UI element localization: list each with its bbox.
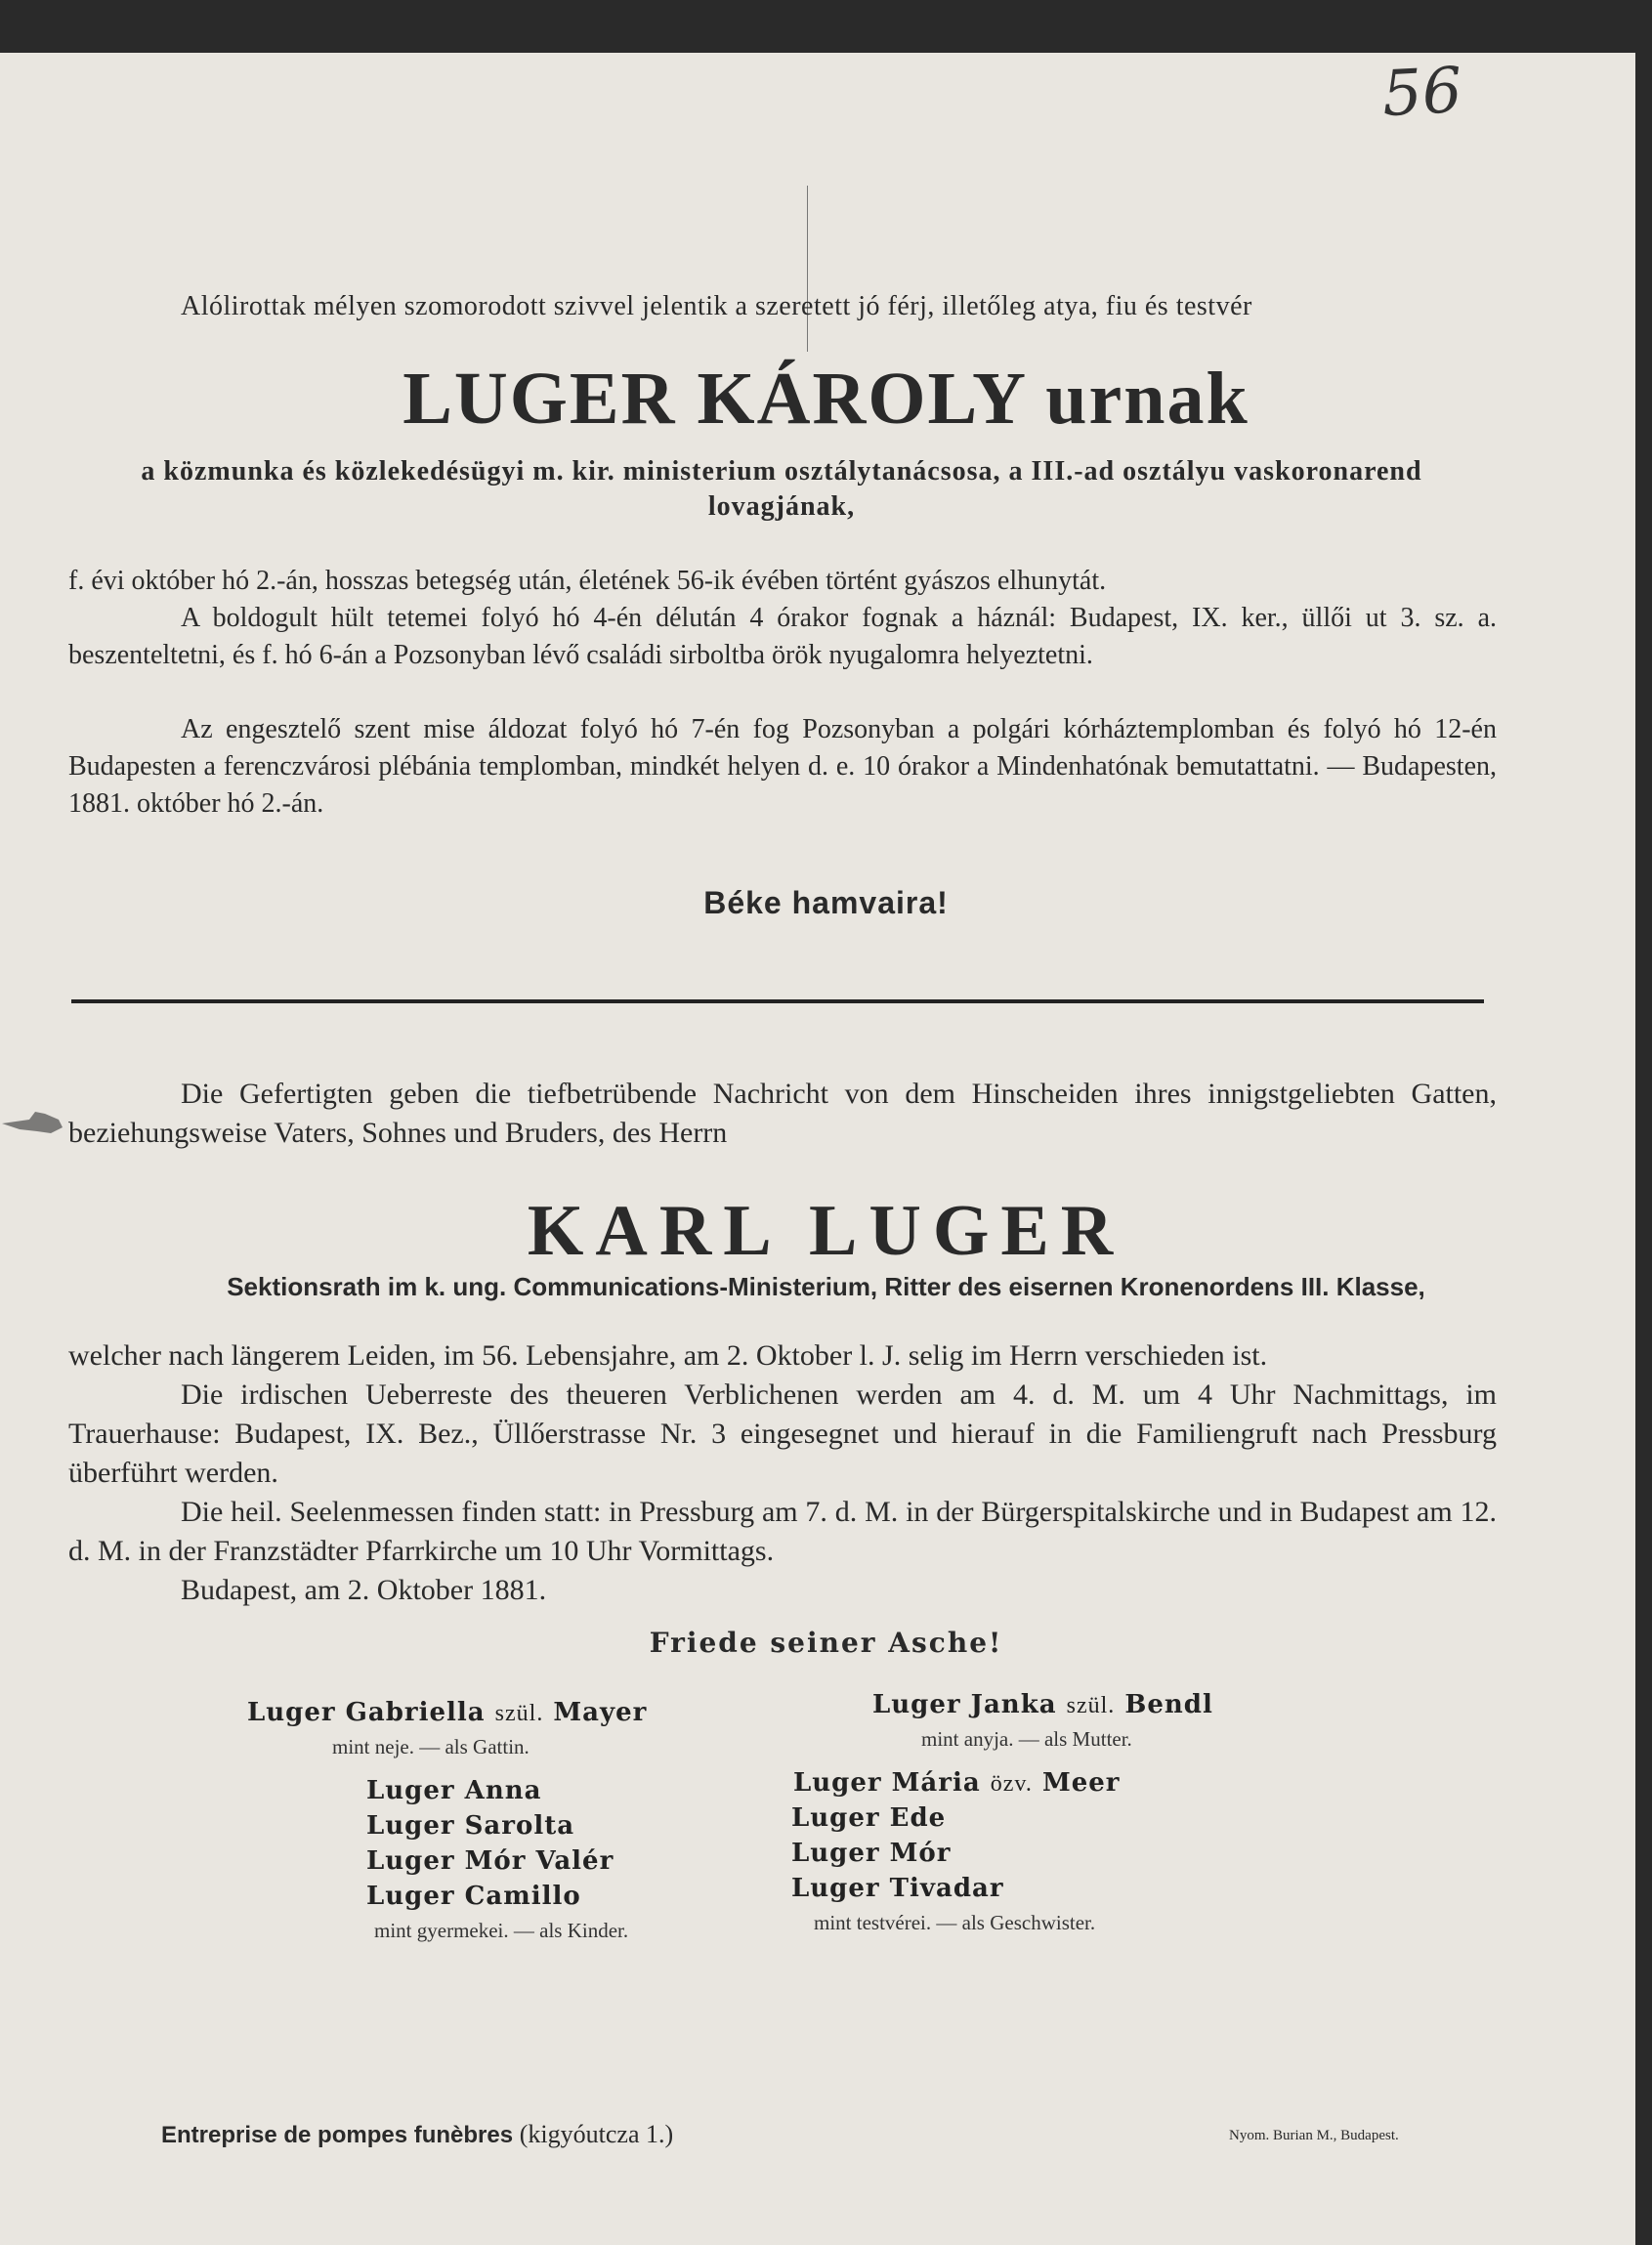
- sibling-3: Luger Mór: [791, 1839, 952, 1868]
- mother-maiden-name: Bendl: [1124, 1690, 1213, 1719]
- footer-address: (kigyóutcza 1.): [519, 2120, 674, 2148]
- german-intro: [68, 1075, 1497, 1153]
- footer-enterprise-text: Entreprise de pompes funèbres: [161, 2122, 514, 2148]
- sibling-1: [793, 1768, 1121, 1798]
- german-p4-text: Budapest, am 2. Oktober 1881.: [181, 1574, 547, 1606]
- mother-role: mint anyja. — als Mutter.: [921, 1727, 1132, 1751]
- hungarian-deceased-name: [0, 357, 1652, 442]
- wife-name: Luger Gabriella: [247, 1698, 486, 1727]
- hungarian-title: a közmunka és közlekedésügyi m. kir. ministerium osztálytanácsosa, a III.-ad osztályu vaskoronarend lovagjának,: [141, 456, 1422, 522]
- sibling-1-married-name: Meer: [1041, 1768, 1121, 1798]
- german-intro-text: Die Gefertigten geben die tiefbetrübende Nachricht von dem Hinscheiden ihres innigstgeliebten Gatten, beziehungsweise Vaters, Sohnes und Bruders, des Herrn: [68, 1078, 1497, 1149]
- hungarian-paragraph-2: [68, 600, 1497, 674]
- siblings-role: mint testvérei. — als Geschwister.: [814, 1911, 1096, 1934]
- hungarian-name-text: LUGER KÁROLY: [402, 358, 1026, 440]
- child-3: Luger Mór Valér: [366, 1846, 614, 1876]
- fold-mark: [807, 186, 808, 352]
- signatory-wife: [247, 1698, 647, 1727]
- wife-maiden-name: Mayer: [553, 1698, 648, 1727]
- hungarian-p1-text: f. évi október hó 2.-án, hosszas betegség után, életének 56-ik évében történt gyászos elhunytát.: [68, 566, 1107, 596]
- child-1: Luger Anna: [366, 1776, 542, 1805]
- german-closing: Friede seiner Asche!: [649, 1627, 1003, 1659]
- sibling-1-name: Luger Mária: [793, 1768, 981, 1798]
- signatory-mother: [872, 1690, 1213, 1719]
- child-4: Luger Camillo: [366, 1882, 581, 1911]
- page-number: 56: [1380, 54, 1464, 132]
- sibling-2: Luger Ede: [791, 1803, 947, 1833]
- child-2: Luger Sarolta: [366, 1811, 575, 1841]
- hungarian-paragraph-1: [68, 563, 1497, 600]
- section-divider: [71, 999, 1484, 1003]
- german-deceased-name: KARL LUGER: [527, 1191, 1125, 1271]
- sibling-4: Luger Tivadar: [791, 1874, 1004, 1903]
- hungarian-p3-text: Az engesztelő szent mise áldozat folyó hó 7-én fog Pozsonyban a polgári kórháztemplomban és folyó hó 12-én Budapesten a ferenczvárosi plébánia templomban, mindkét helyen d. e. 10 órakor a Mindenhatónak bemutattatni. — Budapesten, 1881. október hó 2.-án.: [68, 714, 1497, 819]
- wife-szul: szül.: [494, 1701, 544, 1726]
- pointing-hand-icon: [0, 1102, 66, 1141]
- mother-name: Luger Janka: [872, 1690, 1057, 1719]
- german-p3-text: Die heil. Seelenmessen finden statt: in Pressburg am 7. d. M. in der Bürgerspitalskirche und in Budapest am 12. d. M. in der Franzstädter Pfarrkirche um 10 Uhr Vormittags.: [68, 1496, 1497, 1567]
- sibling-1-ozv: özv.: [990, 1771, 1033, 1797]
- wife-role: mint neje. — als Gattin.: [332, 1735, 529, 1758]
- mother-szul: szül.: [1066, 1693, 1116, 1718]
- footer-printer: Nyom. Burian M., Budapest.: [1229, 2128, 1399, 2143]
- hungarian-paragraph-3: [68, 711, 1497, 823]
- hungarian-closing: Béke hamvaira!: [703, 885, 949, 920]
- german-p1-text: welcher nach längerem Leiden, im 56. Lebensjahre, am 2. Oktober l. J. selig im Herrn verschieden ist.: [68, 1339, 1268, 1372]
- german-title: Sektionsrath im k. ung. Communications-Ministerium, Ritter des eisernen Kronenordens III. Klasse,: [227, 1272, 1425, 1301]
- footer-funeral-enterprise: [161, 2120, 673, 2149]
- hungarian-name-suffix: urnak: [1045, 358, 1250, 440]
- german-paragraph-1: [68, 1336, 1497, 1610]
- children-role: mint gyermekei. — als Kinder.: [374, 1919, 629, 1942]
- hungarian-intro: Alólirottak mélyen szomorodott szivvel jelentik a szeretett jó férj, illetőleg atya, fiu és testvér: [181, 291, 1252, 321]
- german-p2-text: Die irdischen Ueberreste des theueren Verblichenen werden am 4. d. M. um 4 Uhr Nachmittags, im Trauerhause: Budapest, IX. Bez., Üllőerstrasse Nr. 3 eingesegnet und hierauf in die Familiengruft nach Pressburg überführt werden.: [68, 1378, 1497, 1489]
- hungarian-p2-text: A boldogult hült tetemei folyó hó 4-én délután 4 órakor fognak a háznál: Budapest, IX. ker., üllői ut 3. sz. a. beszenteltetni, és f. hó 6-án a Pozsonyban lévő családi sirboltba örök nyugalomra helyeztetni.: [68, 603, 1497, 670]
